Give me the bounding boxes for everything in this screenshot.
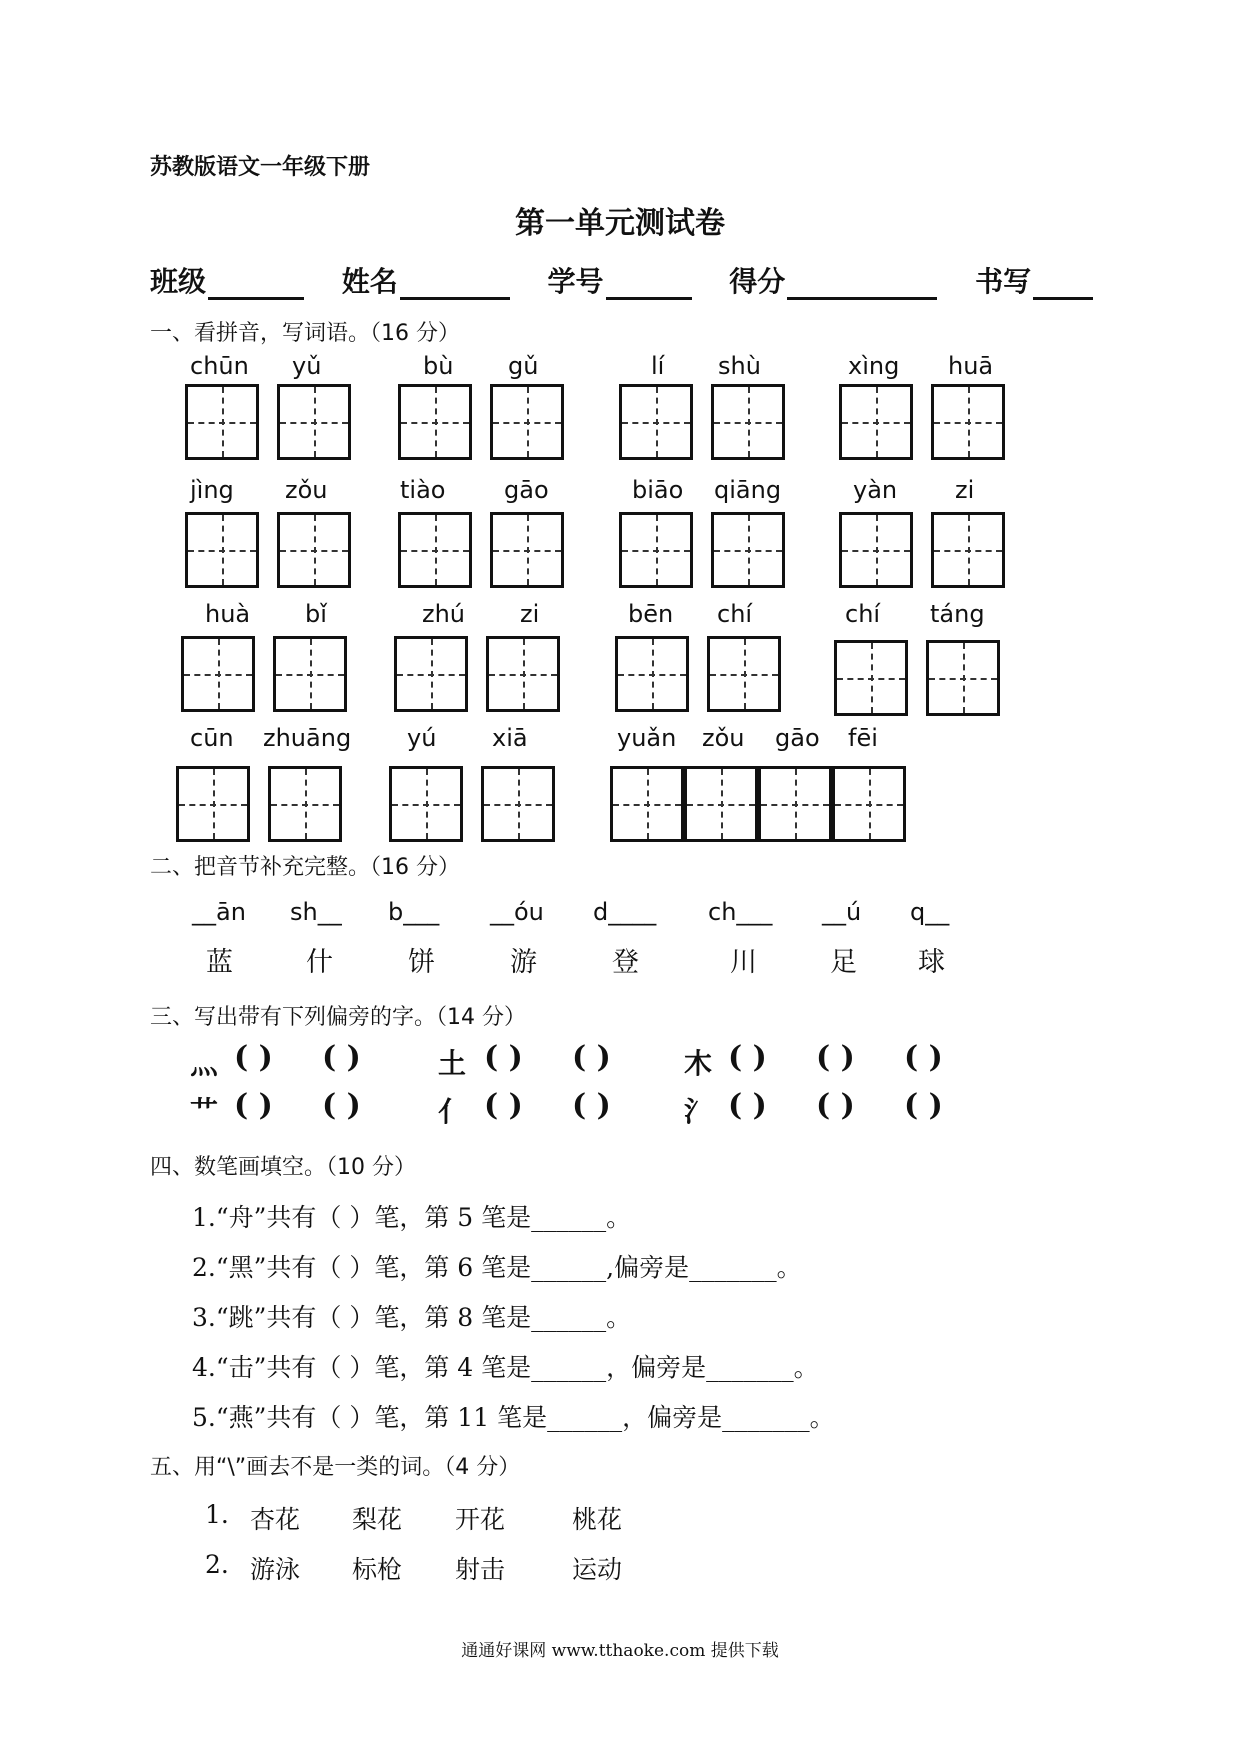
- tian-grid-box[interactable]: [486, 636, 560, 712]
- answer-paren[interactable]: ( ): [484, 1040, 523, 1075]
- pinyin-label: zi: [520, 600, 540, 628]
- word-option[interactable]: 开花: [455, 1505, 506, 1534]
- word-option[interactable]: 运动: [572, 1555, 623, 1584]
- tian-grid-box[interactable]: [398, 384, 472, 460]
- pinyin-label: cūn: [190, 724, 234, 752]
- syllable-character: 川: [730, 947, 757, 978]
- tian-grid-box[interactable]: [394, 636, 468, 712]
- tian-grid-box[interactable]: [277, 384, 351, 460]
- pinyin-label: gāo: [504, 476, 549, 504]
- tian-grid-box[interactable]: [684, 766, 758, 842]
- pinyin-label: zhú: [422, 600, 466, 628]
- syllable-blank[interactable]: __óu: [490, 898, 544, 926]
- word-row-number: 1.: [205, 1500, 229, 1529]
- pinyin-label: shù: [718, 352, 761, 380]
- pinyin-label: bù: [423, 352, 454, 380]
- answer-paren[interactable]: ( ): [322, 1088, 361, 1123]
- word-option[interactable]: 梨花: [352, 1505, 403, 1534]
- section1-heading: 一、看拼音，写词语。（16 分）: [150, 321, 460, 346]
- syllable-character: 游: [510, 947, 537, 978]
- pinyin-label: xìng: [848, 352, 900, 380]
- tian-grid-box[interactable]: [711, 512, 785, 588]
- tian-grid-box[interactable]: [832, 766, 906, 842]
- tian-grid-box[interactable]: [834, 640, 908, 716]
- tian-grid-box[interactable]: [268, 766, 342, 842]
- pinyin-label: yú: [407, 724, 437, 752]
- tian-grid-box[interactable]: [490, 384, 564, 460]
- radical-label: 氵: [684, 1095, 713, 1128]
- pinyin-label: qiāng: [714, 476, 782, 504]
- section4-heading: 四、数笔画填空。（10 分）: [150, 1155, 416, 1180]
- answer-paren[interactable]: ( ): [728, 1088, 767, 1123]
- page-footer: 通通好课网 www.tthaoke.com 提供下载: [461, 1641, 779, 1661]
- stroke-question[interactable]: 2.“黑”共有（ ）笔，第 6 笔是______,偏旁是_______。: [192, 1253, 802, 1282]
- tian-grid-box[interactable]: [931, 512, 1005, 588]
- syllable-blank[interactable]: q__: [910, 898, 950, 926]
- pinyin-label: zhuāng: [263, 724, 352, 752]
- tian-grid-box[interactable]: [839, 512, 913, 588]
- pinyin-label: yàn: [853, 476, 898, 504]
- syllable-character: 球: [918, 947, 945, 978]
- syllable-character: 蓝: [206, 947, 233, 978]
- pinyin-label: bǐ: [305, 600, 327, 628]
- tian-grid-box[interactable]: [615, 636, 689, 712]
- section3-heading: 三、写出带有下列偏旁的字。（14 分）: [150, 1005, 526, 1030]
- pinyin-label: jìng: [190, 476, 234, 504]
- pinyin-label: chūn: [190, 352, 249, 380]
- score-field: 得分: [729, 260, 937, 300]
- student-info-row: [150, 260, 1093, 300]
- word-option[interactable]: 标枪: [352, 1555, 403, 1584]
- handwriting-blank[interactable]: [1033, 271, 1093, 300]
- tian-grid-box[interactable]: [926, 640, 1000, 716]
- pinyin-label: zǒu: [285, 476, 328, 504]
- tian-grid-box[interactable]: [490, 512, 564, 588]
- tian-grid-box[interactable]: [839, 384, 913, 460]
- tian-grid-box[interactable]: [185, 384, 259, 460]
- radical-label: 灬: [190, 1047, 219, 1080]
- student-number-blank[interactable]: [606, 271, 692, 300]
- tian-grid-box[interactable]: [181, 636, 255, 712]
- pinyin-label: bēn: [628, 600, 674, 628]
- radical-label: 土: [438, 1047, 467, 1080]
- section5-heading: 五、用“\”画去不是一类的词。（4 分）: [150, 1455, 521, 1480]
- answer-paren[interactable]: ( ): [234, 1088, 273, 1123]
- pinyin-label: zi: [955, 476, 975, 504]
- name-field: 姓名: [342, 260, 510, 300]
- syllable-character: 饼: [408, 947, 435, 978]
- class-field: 班级: [150, 260, 304, 300]
- answer-paren[interactable]: ( ): [816, 1088, 855, 1123]
- pinyin-label: huà: [205, 600, 251, 628]
- pinyin-label: gǔ: [508, 352, 539, 380]
- tian-grid-box[interactable]: [931, 384, 1005, 460]
- answer-paren[interactable]: ( ): [904, 1040, 943, 1075]
- stroke-question[interactable]: 5.“燕”共有（ ）笔，第 11 笔是______，偏旁是_______。: [192, 1403, 835, 1432]
- syllable-blank[interactable]: ch___: [708, 898, 773, 926]
- tian-grid-box[interactable]: [185, 512, 259, 588]
- tian-grid-box[interactable]: [398, 512, 472, 588]
- name-blank[interactable]: [400, 271, 510, 300]
- pinyin-label: táng: [930, 600, 985, 628]
- pinyin-label: fēi: [848, 724, 878, 752]
- word-option[interactable]: 桃花: [572, 1505, 623, 1534]
- syllable-blank[interactable]: __ān: [192, 898, 246, 926]
- syllable-blank[interactable]: b___: [388, 898, 440, 926]
- radical-label: 木: [684, 1047, 713, 1080]
- syllable-blank[interactable]: sh__: [290, 898, 342, 926]
- radical-label: 艹: [190, 1095, 219, 1128]
- student-number-field: 学号: [548, 260, 692, 300]
- score-blank[interactable]: [787, 271, 937, 300]
- stroke-question[interactable]: 1.“舟”共有（ ）笔，第 5 笔是______。: [192, 1203, 632, 1232]
- document-title: 第一单元测试卷: [515, 206, 725, 241]
- stroke-question[interactable]: 3.“跳”共有（ ）笔，第 8 笔是______。: [192, 1303, 632, 1332]
- tian-grid-box[interactable]: [758, 766, 832, 842]
- answer-paren[interactable]: ( ): [816, 1040, 855, 1075]
- pinyin-label: lí: [651, 352, 665, 380]
- pinyin-label: chí: [717, 600, 753, 628]
- pinyin-label: chí: [845, 600, 881, 628]
- stroke-question[interactable]: 4.“击”共有（ ）笔，第 4 笔是______，偏旁是_______。: [192, 1353, 819, 1382]
- tian-grid-box[interactable]: [707, 636, 781, 712]
- tian-grid-box[interactable]: [273, 636, 347, 712]
- tian-grid-box[interactable]: [711, 384, 785, 460]
- tian-grid-box[interactable]: [389, 766, 463, 842]
- class-blank[interactable]: [208, 271, 304, 300]
- tian-grid-box[interactable]: [619, 512, 693, 588]
- section2-heading: 二、把音节补充完整。（16 分）: [150, 855, 460, 880]
- syllable-character: 足: [830, 947, 857, 978]
- document-subtitle: 苏教版语文一年级下册: [150, 154, 371, 180]
- syllable-character: 登: [612, 947, 639, 978]
- answer-paren[interactable]: ( ): [484, 1088, 523, 1123]
- answer-paren[interactable]: ( ): [728, 1040, 767, 1075]
- word-option[interactable]: 游泳: [250, 1555, 301, 1584]
- tian-grid-box[interactable]: [619, 384, 693, 460]
- syllable-blank[interactable]: __ú: [822, 898, 862, 926]
- word-option[interactable]: 射击: [455, 1555, 506, 1584]
- answer-paren[interactable]: ( ): [322, 1040, 361, 1075]
- answer-paren[interactable]: ( ): [234, 1040, 273, 1075]
- answer-paren[interactable]: ( ): [572, 1088, 611, 1123]
- radical-label: 亻: [438, 1095, 467, 1128]
- answer-paren[interactable]: ( ): [572, 1040, 611, 1075]
- pinyin-label: huā: [948, 352, 994, 380]
- pinyin-label: tiào: [400, 476, 446, 504]
- handwriting-field: 书写: [975, 260, 1093, 300]
- tian-grid-box[interactable]: [610, 766, 684, 842]
- syllable-blank[interactable]: d____: [593, 898, 657, 926]
- answer-paren[interactable]: ( ): [904, 1088, 943, 1123]
- pinyin-label: xiā: [492, 724, 528, 752]
- word-option[interactable]: 杏花: [250, 1505, 301, 1534]
- word-row-number: 2.: [205, 1550, 229, 1579]
- pinyin-label: gāo: [775, 724, 820, 752]
- tian-grid-box[interactable]: [277, 512, 351, 588]
- pinyin-label: yǔ: [292, 352, 322, 380]
- tian-grid-box[interactable]: [481, 766, 555, 842]
- syllable-character: 什: [306, 947, 333, 978]
- pinyin-label: yuǎn: [617, 724, 677, 752]
- pinyin-label: biāo: [632, 476, 684, 504]
- tian-grid-box[interactable]: [176, 766, 250, 842]
- pinyin-label: zǒu: [702, 724, 745, 752]
